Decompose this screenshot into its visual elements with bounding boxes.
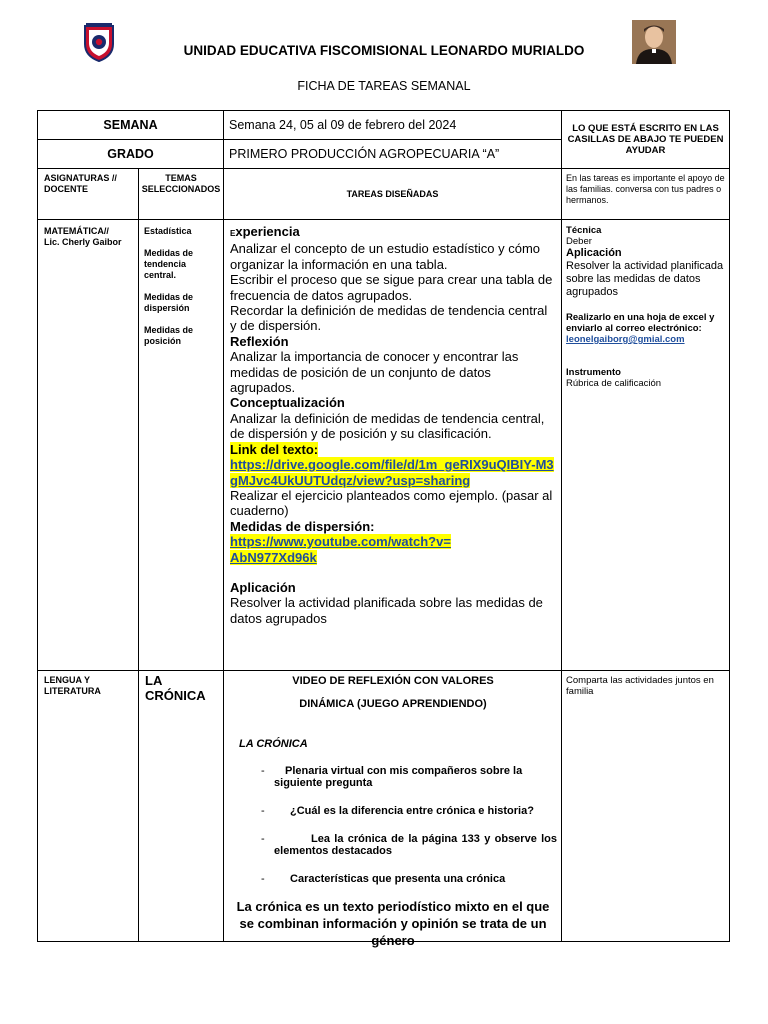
aplicacion-title: Aplicación: [230, 579, 296, 595]
semana-value: Semana 24, 05 al 09 de febrero del 2024: [224, 111, 562, 140]
grado-label: GRADO: [38, 140, 224, 169]
bullet-item: Plenaria virtual con mis compañeros sobre la siguiente pregunta: [274, 765, 523, 789]
table-row: [38, 220, 730, 671]
video-link[interactable]: https://www.youtube.com/watch?v=AbN977Xd96k: [230, 534, 451, 565]
tasks-table: [37, 110, 730, 948]
conceptualizacion-title: Conceptualización: [230, 395, 345, 411]
ejercicio-text: Realizar el ejercicio planteados como ejemplo. (pasar al cuaderno): [230, 487, 553, 519]
bullet-item: ¿Cuál es la diferencia entre crónica e historia?: [290, 805, 534, 817]
tasks-cell-matematica: [224, 220, 562, 671]
instrumento-label: Instrumento: [566, 367, 621, 378]
help-cell-lengua: Comparta las actividades juntos en familia: [562, 671, 730, 942]
bullet-item: Lea la crónica de la página 133 y observe los elementos destacados: [274, 833, 558, 857]
help-aplicacion-title: Aplicación: [566, 247, 622, 259]
topic-item: Medidas de tendencia central.: [144, 248, 194, 280]
drive-link[interactable]: https://drive.google.com/file/d/1m_geRIX9uQIBIY-M3gMJvc4UkUUTUdqz/view?usp=sharing: [230, 457, 554, 488]
semana-label: SEMANA: [38, 111, 224, 140]
video-title: VIDEO DE REFLEXIÓN CON VALORES: [292, 675, 494, 687]
help-aplicacion-text: Resolver la actividad planificada sobre las medidas de datos agrupados: [566, 260, 724, 298]
cronica-definition: La crónica es un texto periodístico mixto en el que se combinan información y opinión se trata de un género: [236, 899, 550, 948]
grado-value: PRIMERO PRODUCCIÓN AGROPECUARIA “A”: [224, 140, 562, 169]
experiencia-text-2: Escribir el proceso que se sigue para crear una tabla de frecuencia de datos agrupados.: [230, 272, 553, 303]
tasks-cell-lengua: [224, 671, 562, 948]
col-header-tareas: TAREAS DISEÑADAS: [224, 169, 562, 220]
tecnica-label: Técnica: [566, 225, 602, 236]
help-cell-matematica: [562, 220, 730, 671]
reflexion-text: Analizar la importancia de conocer y encontrar las medidas de posición de un conjunto de datos agrupados.: [230, 349, 519, 396]
cronica-section-title: LA CRÓNICA: [239, 738, 308, 750]
dispersion-title: Medidas de dispersión:: [230, 518, 375, 534]
col-header-temas: TEMAS SELECCIONADOS: [139, 169, 224, 220]
email-link[interactable]: leonelgaiborg@gmial.com: [566, 334, 685, 345]
bullet-dash: -: [261, 765, 265, 777]
dinamica-title: DINÁMICA (JUEGO APRENDIENDO): [299, 698, 487, 710]
topic-item: Estadística: [144, 226, 192, 236]
instrumento-value: Rúbrica de calificación: [566, 378, 662, 389]
bullet-dash: -: [261, 873, 265, 885]
bullet-dash: -: [261, 833, 265, 845]
aplicacion-text: Resolver la actividad planificada sobre las medidas de datos agrupados: [230, 595, 543, 626]
link-label: Link del texto:: [230, 441, 319, 457]
bullet-item: Características que presenta una crónica: [290, 873, 506, 885]
help-heading: LO QUE ESTÁ ESCRITO EN LAS CASILLAS DE ABAJO TE PUEDEN AYUDAR: [562, 111, 730, 169]
reflexion-title: Reflexión: [230, 333, 289, 349]
subject-name: MATEMÁTICA//: [44, 226, 109, 236]
teacher-name: Lic. Cherly Gaibor: [44, 237, 122, 247]
experiencia-text-3: Recordar la definición de medidas de tendencia central y de dispersión.: [230, 303, 548, 334]
conceptualizacion-text: Analizar la definición de medidas de tendencia central, de dispersión y de posición y su clasificación.: [230, 410, 545, 442]
subject-name: LENGUA Y LITERATURA: [44, 675, 101, 696]
document-title: FICHA DE TAREAS SEMANAL: [297, 79, 471, 93]
help-instructions: Realizarlo en una hoja de excel y enviarlo al correo electrónico:: [566, 312, 715, 334]
topics-cell-lengua: LA CRÓNICA: [139, 671, 224, 942]
subject-cell-lengua: [38, 671, 139, 942]
bullet-dash: -: [261, 805, 265, 817]
table-row: [38, 671, 730, 942]
experiencia-title: Experiencia: [230, 224, 300, 239]
tecnica-value: Deber: [566, 236, 592, 247]
experiencia-text: Analizar el concepto de un estudio estadístico y cómo organizar la información en una tabla.: [230, 241, 541, 272]
school-name: UNIDAD EDUCATIVA FISCOMISIONAL LEONARDO MURIALDO: [183, 43, 585, 58]
col-header-asignaturas: ASIGNATURAS // DOCENTE: [38, 169, 139, 220]
topic-item: Medidas de posición: [144, 325, 194, 346]
subject-cell-matematica: [38, 220, 139, 671]
topic-item: Medidas de dispersión: [144, 292, 194, 313]
topics-cell-matematica: [139, 220, 224, 671]
help-family-note: En las tareas es importante el apoyo de las familias. conversa con tus padres o hermanos.: [562, 169, 730, 220]
